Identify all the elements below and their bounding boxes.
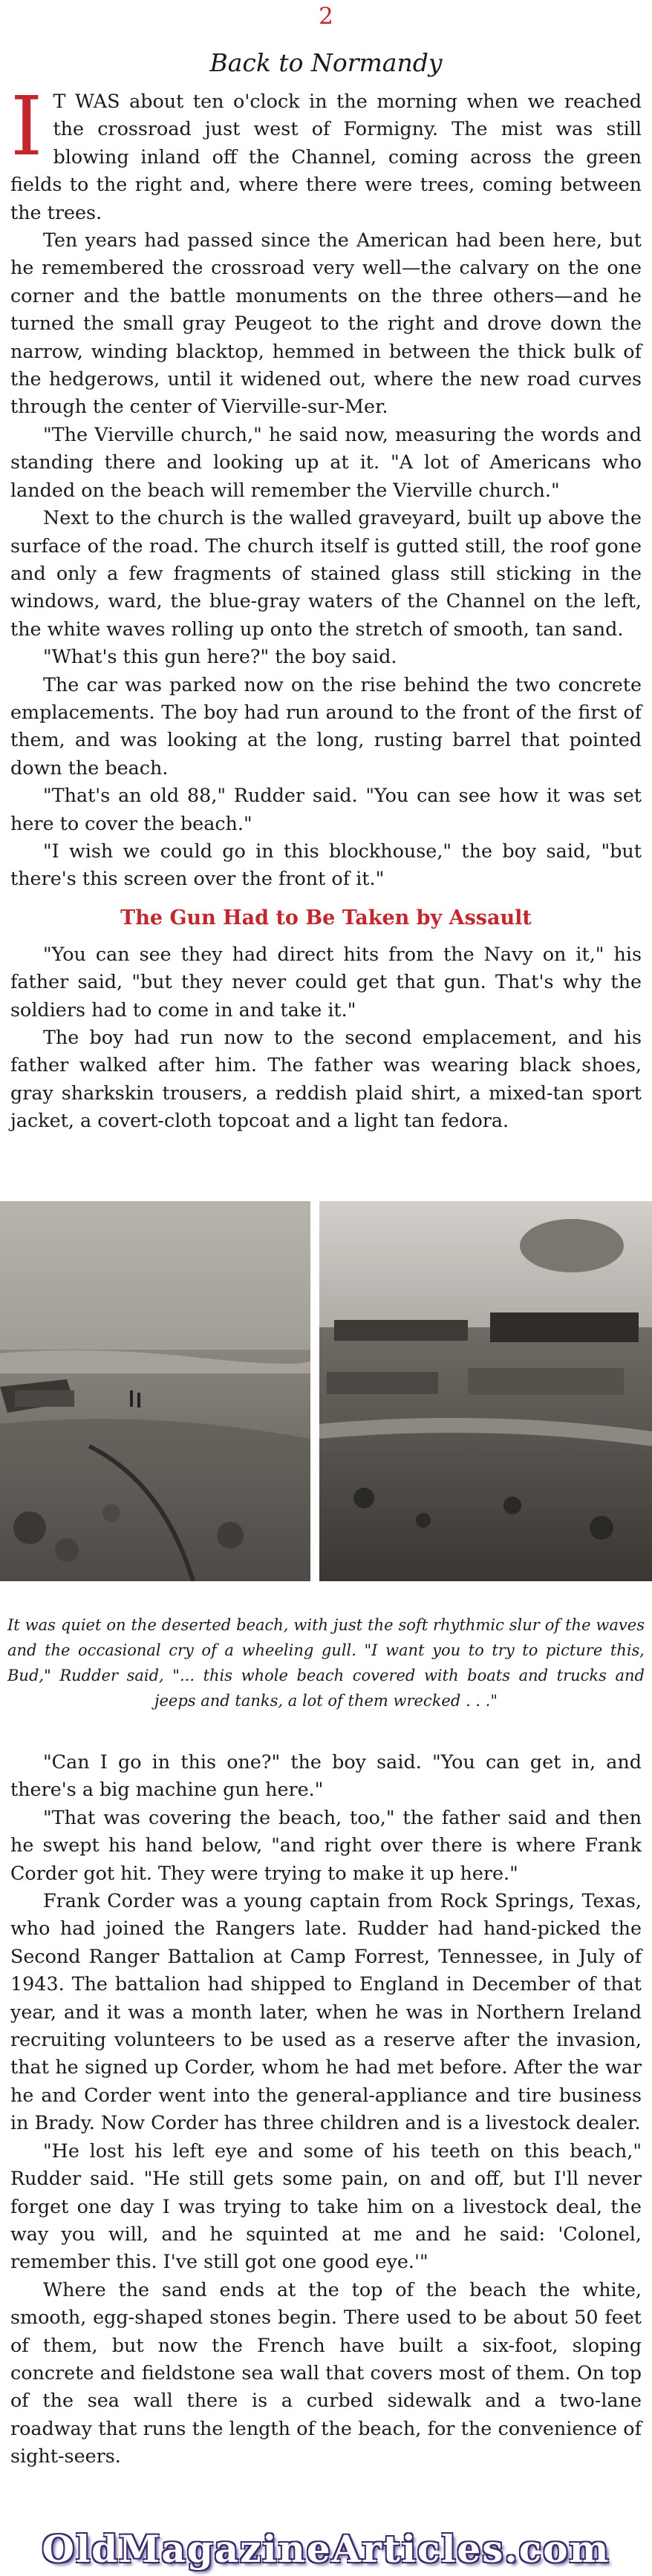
article-title: Back to Normandy — [209, 48, 443, 77]
paragraph-8: "I wish we could go in this blockhouse," the boy said, "but there's this screen over the front of it." — [10, 839, 642, 890]
photo-caption: It was quiet on the deserted beach, with just the soft rhythmic slur of the waves and the occasional cry of a wheeling gull. "I want you to try to picture this, Bud," Rudder said, "... this whole beach covered with boats and trucks and jeeps and tanks, a lot of them wrecked . . ." — [7, 1616, 645, 1710]
paragraph-9: "You can see they had direct hits from the Navy on it," his father said, "but they never could get that gun. That's why the soldiers had to come in and take it." — [10, 942, 642, 1021]
paragraph-14: "He lost his left eye and some of his teeth on this beach," Rudder said. "He still gets some pain, on and off, but I'll never forget one day I was trying to take him on a livestock deal, the way you will, and he squinted at me and he said: 'Colonel, remember this. I've still got one good eye.'" — [10, 2139, 642, 2273]
site-watermark-footer — [0, 2523, 652, 2576]
paragraph-7: "That's an old 88," Rudder said. "You can see how it was set here to cover the beach." — [10, 784, 642, 834]
paragraph-4: Next to the church is the walled graveyard, built up above the surface of the road. The church itself is gutted still, the roof gone and only a few fragments of stained glass still sticking in the windows, ward, the blue-gray waters of the Channel on the left, the white waves rolling up onto the stretch of smooth, tan sand. — [10, 506, 642, 640]
paragraph-2: Ten years had passed since the American had been here, but he remembered the crossroad very well—the calvary on the one corner and the battle monuments on the three others—and he turned the small gray Peugeot to the right and drove down the narrow, winding blacktop, hemmed in between the thick bulk of the hedgerows, until it widened out, where the new road curves through the center of Vierville-sur-Mer. — [10, 229, 642, 418]
paragraph-5: "What's this gun here?" the boy said. — [43, 645, 397, 668]
paragraph-6: The car was parked now on the rise behind the two concrete emplacements. The boy had run around to the front of the first of them, and was looking at the long, rusting barrel that pointed down the beach. — [10, 673, 642, 779]
article-body-top — [10, 79, 642, 1135]
paragraph-11: "Can I go in this one?" the boy said. "You can get in, and there's a big machine gun here." — [10, 1750, 642, 1801]
site-watermark: OldMagazineArticles.com — [42, 2527, 610, 2571]
paragraph-1: I T WAS about ten o'clock in the morning when we reached the crossroad just west of Formigny. The mist was still blowing inland off the Channel, coming across the green fields to the right and, where there were trees, coming between the trees. — [10, 79, 642, 223]
paragraph-10: The boy had run now to the second emplacement, and his father walked after him. The father was wearing black shoes, gray sharkskin trousers, a reddish plaid shirt, a mixed-tan sport jacket, a covert-cloth topcoat and a light tan fedora. — [10, 1026, 642, 1132]
paragraph-12: "That was covering the beach, too," the father said and then he swept his hand below, "and right over there is where Frank Corder got hit. They were trying to make it up here." — [10, 1805, 642, 1884]
beach-photo-invasion — [319, 1201, 652, 1581]
paragraph-15: Where the sand ends at the top of the beach the white, smooth, egg-shaped stones begin. There used to be about 50 feet of them, but now the French have built a six-foot, sloping concrete and fieldstone sea wall that covers most of them. On top of the sea wall there is a curbed sidewalk and a two-lane roadway that runs the length of the beach, for the convenience of sight-seers. — [10, 2278, 642, 2468]
section-subheading: The Gun Had to Be Taken by Assault — [120, 906, 532, 929]
paragraph-13: Frank Corder was a young captain from Rock Springs, Texas, who had joined the Rangers late. Rudder had hand-picked the Second Ranger Battalion at Camp Forrest, Tennessee, in July of 1943. The battalion had shipped to England in December of that year, and it was a month later, when he was in Northern Ireland recruiting volunteers to be used as a reserve after the invasion, that he signed up Corder, whom he had met before. After the war he and Corder went into the general-appliance and tire business in Brady. Now Corder has three children and is a livestock dealer. — [10, 1889, 642, 2134]
beach-photo-invasion-image — [319, 1201, 652, 1581]
beach-photo-quiet — [0, 1201, 310, 1581]
beach-photo-quiet-image — [0, 1201, 310, 1581]
drop-cap: I — [10, 79, 43, 174]
page-number: 2 — [319, 3, 333, 30]
paragraph-3: "The Vierville church," he said now, measuring the words and standing there and looking up at it. "A lot of Americans who landed on the beach will remember the Vierville church." — [10, 422, 642, 501]
article-body-bottom — [10, 1748, 642, 2471]
